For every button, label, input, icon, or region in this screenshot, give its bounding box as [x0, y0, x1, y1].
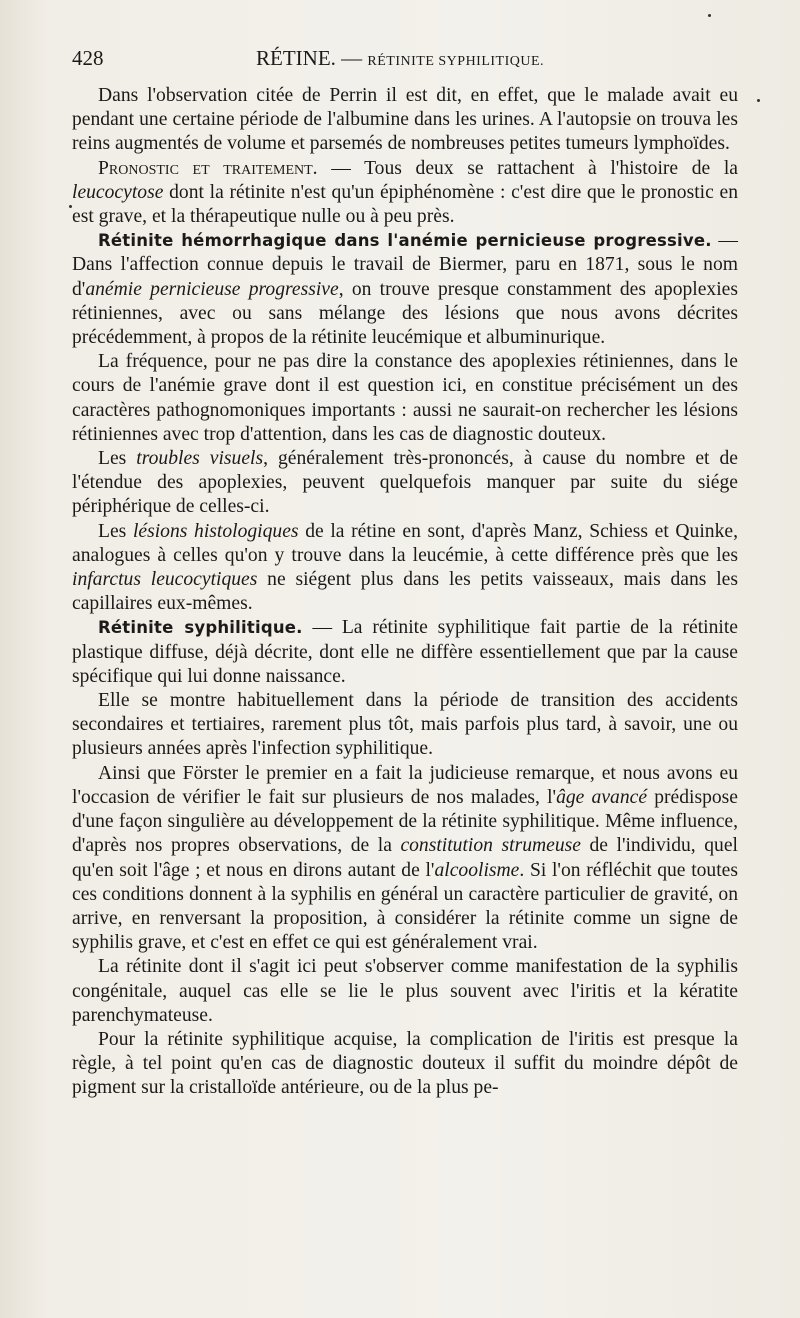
text-run: prédispose d'une façon singulière au développement de la rétinite syphilitique. Même influence, d'après nos propres observations, de la: [72, 786, 738, 857]
paragraph: [72, 520, 738, 617]
italic-term: infarctus leucocytiques: [72, 569, 258, 591]
page-number: 428: [72, 46, 104, 70]
running-title: [256, 46, 544, 71]
italic-term: leucocytose: [72, 181, 164, 203]
paragraph: [72, 447, 738, 520]
paragraph: [72, 350, 738, 447]
paragraph: [72, 229, 738, 350]
text-run: de l'individu, quel qu'en soit l'âge ; et nous en dirons autant de l': [72, 835, 738, 881]
paragraph: [72, 84, 738, 157]
running-title-sub: RÉTINITE SYPHILITIQUE.: [367, 54, 545, 69]
italic-term: constitution strumeuse: [400, 835, 581, 857]
italic-term: alcoolisme: [434, 859, 520, 881]
paragraph: [72, 1028, 738, 1101]
text-run: , on trouve presque constamment des apoplexies rétiniennes, avec ou sans mélange des lésions que nous avons décrites précédemment, à propos de la rétinite leucémique et albuminurique.: [72, 278, 738, 349]
text-run: — La rétinite syphilitique fait partie de la rétinite plastique diffuse, déjà décrite, dont elle ne diffère essentiellement que par la cause spécifique qui lui donne naissance.: [72, 617, 738, 687]
scan-speck: [708, 14, 711, 17]
text-run: , généralement très-prononcés, à cause du nombre et de l'étendue des apoplexies, peuvent quelquefois manquer par suite du siége périphérique de celles-ci.: [72, 448, 738, 518]
text-run: La fréquence, pour ne pas dire la constance des apoplexies rétiniennes, dans le cours de l'anémie grave dont il est question ici, en constitue précisément un des caractères pathognomoniques importants : aussi ne saurait-on rechercher les lésions rétiniennes avec trop d'attention, dans les cas de diagnostic douteux.: [72, 351, 738, 445]
text-run: de la rétine en sont, d'après Manz, Schiess et Quinke, analogues à celles qu'on y trouve dans la leucémie, à cette différence près que les: [72, 520, 738, 566]
running-title-dash: —: [341, 46, 363, 70]
subsection-heading: Pronostic et traitement.: [98, 157, 318, 179]
italic-term: âge avancé: [556, 786, 648, 808]
text-run: Dans l'observation citée de Perrin il est dit, en effet, que le malade avait eu pendant une certaine période de l'albumine dans les urines. A l'autopsie on trouva les reins augmentés de volume et parsemés de nombreuses petites tumeurs lymphoïdes.: [72, 85, 738, 155]
paragraph: [72, 616, 738, 689]
text-run: dont la rétinite n'est qu'un épiphénomène : c'est dire que le pronostic en est grave, et la thérapeutique nulle ou à peu près.: [72, 181, 738, 228]
text-run: Elle se montre habituellement dans la période de transition des accidents secondaires et tertiaires, rarement plus tôt, mais parfois plus tard, à savoir, une ou plusieurs années après l'infection syphilitique.: [72, 690, 738, 760]
italic-term: anémie pernicieuse progressive: [85, 278, 339, 300]
text-run: Pour la rétinite syphilitique acquise, la complication de l'iritis est presque la règle, à tel point qu'en cas de diagnostic douteux il suffit du moindre dépôt de pigment sur la cristalloïde antérieure, ou de la plus pe-: [72, 1028, 738, 1099]
paragraph: [72, 157, 738, 230]
text-run: Ainsi que Förster le premier en a fait la judicieuse remarque, et nous avons eu l'occasion de vérifier le fait sur plusieurs de nos malades, l': [72, 762, 738, 808]
text-run: Les: [98, 448, 137, 470]
paragraph: [72, 689, 738, 762]
text-run: . Si l'on réfléchit que toutes ces conditions donnent à la syphilis en général un caractère particulier de gravité, on arrive, en renversant la proposition, à considérer la rétinite comme un signe de syphilis grave, et c'est en effet ce qui est généralement vrai.: [72, 859, 738, 954]
text-run: La rétinite dont il s'agit ici peut s'observer comme manifestation de la syphilis congénitale, auquel cas elle se lie le plus souvent avec l'iritis et la kératite parenchymateuse.: [72, 956, 738, 1026]
body-text: [72, 84, 738, 1101]
section-heading: Rétinite hémorrhagique dans l'anémie pernicieuse progressive.: [98, 231, 712, 251]
text-run: ne siégent plus dans les petits vaisseaux, mais dans les capillaires eux-mêmes.: [72, 569, 738, 615]
scan-speck: [757, 99, 760, 102]
text-run: — Tous deux se rattachent à l'histoire de la: [317, 157, 738, 179]
running-header: [72, 46, 738, 76]
running-title-main: RÉTINE.: [256, 46, 336, 70]
text-run: Les: [98, 520, 133, 542]
text-run: — Dans l'affection connue depuis le travail de Biermer, paru en 1871, sous le nom d': [72, 230, 738, 300]
section-heading: Rétinite syphilitique.: [98, 618, 303, 638]
italic-term: troubles visuels: [136, 448, 264, 470]
italic-term: lésions histologiques: [132, 520, 299, 542]
paragraph: [72, 762, 738, 956]
paragraph: [72, 955, 738, 1028]
